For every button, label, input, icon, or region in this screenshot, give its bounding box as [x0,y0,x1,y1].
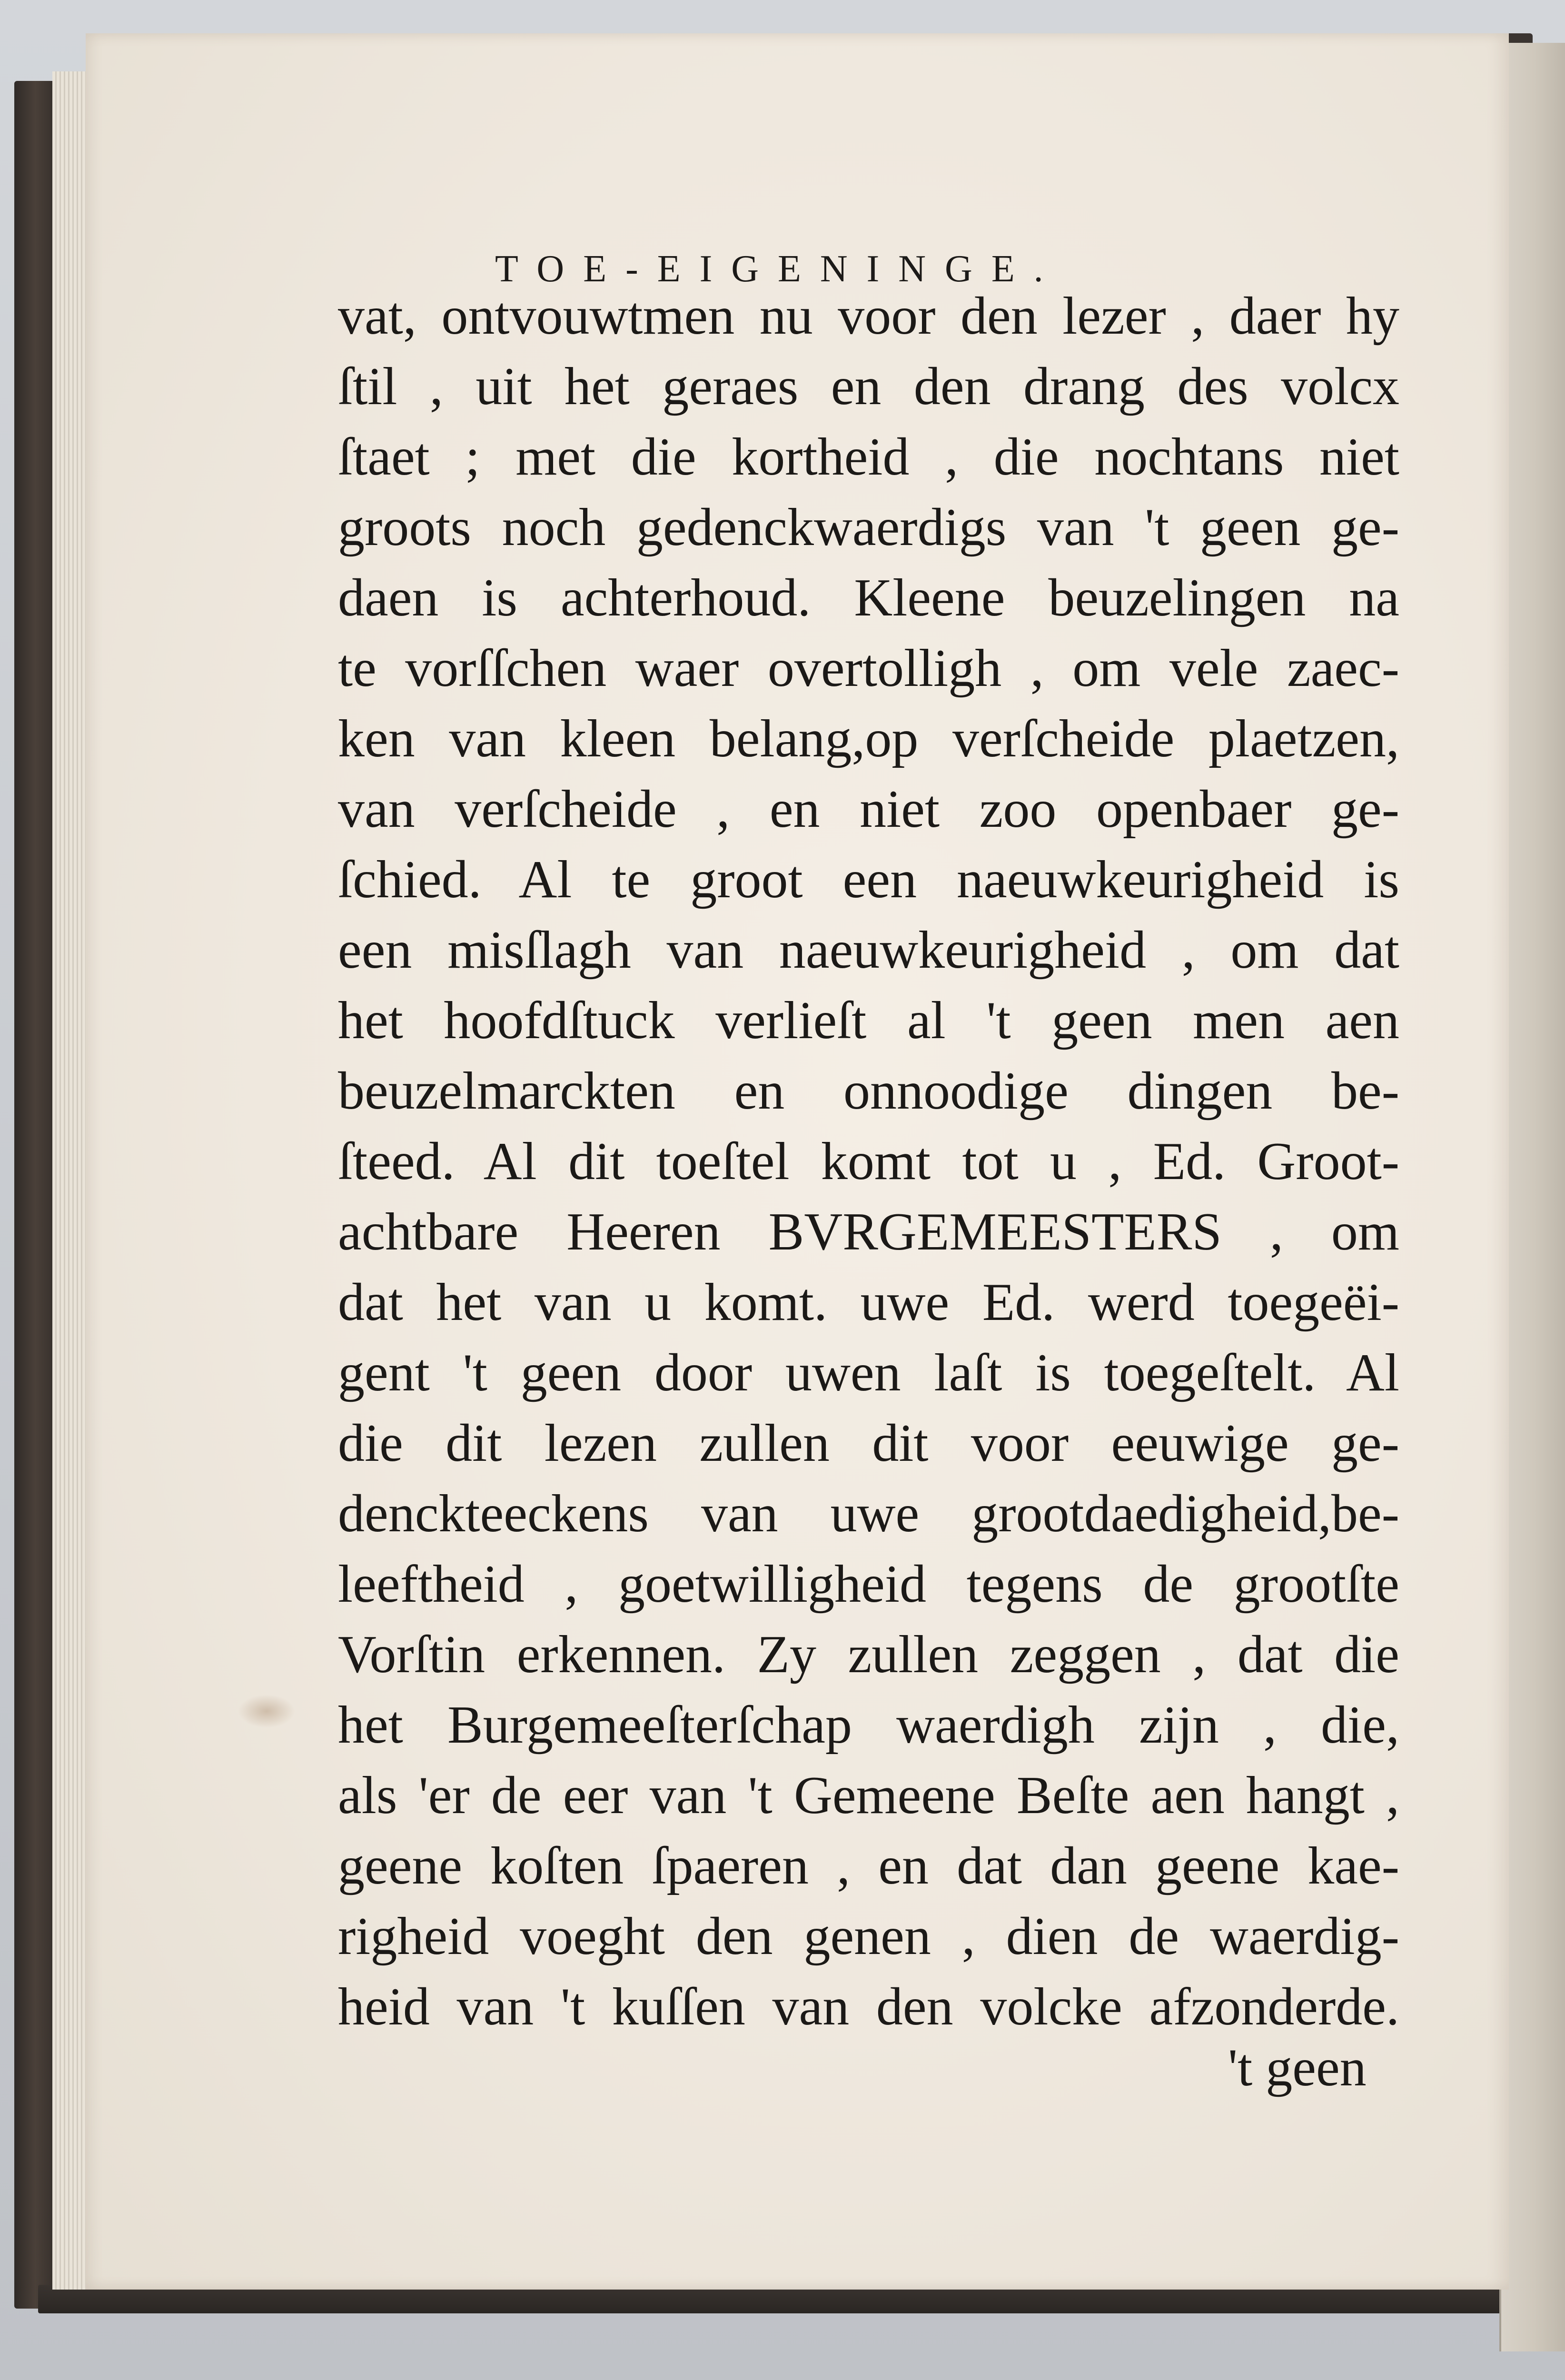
text-line: righeid voeght den genen , dien de waerdig- [338,1907,1399,1966]
text-line: te vorſſchen waer overtolligh , om vele zaec- [338,639,1399,698]
text-line: groots noch gedenckwaerdigs van 't geen ge- [338,498,1399,557]
text-line: ſtaet ; met die kortheid , die nochtans niet [338,427,1399,486]
text-line: beuzelmarckten en onnoodige dingen be- [338,1061,1399,1121]
text-line: ſteed. Al dit toeſtel komt tot u , Ed. Groot- [338,1132,1399,1191]
text-line: die dit lezen zullen dit voor eeuwige ge- [338,1414,1399,1473]
text-line: dat het van u komt. uwe Ed. werd toegeëi- [338,1273,1399,1332]
facing-page-edge [1499,43,1565,2351]
catchword: 't geen [1228,2038,1367,2097]
body-text [338,281,1399,2042]
text-line: het Burgemeeſterſchap waerdigh zijn , die, [338,1696,1399,1755]
text-line: achtbare Heeren BVRGEMEESTERS , om [338,1202,1399,1261]
text-line: heid van 't kuſſen van den volcke afzonderde. [338,1977,1399,2036]
text-line: vat, ontvouwtmen nu voor den lezer , daer hy [338,287,1399,346]
text-line: van verſcheide , en niet zoo openbaer ge- [338,780,1399,839]
text-line: het hoofdſtuck verlieſt al 't geen men aen [338,991,1399,1050]
text-line: ſtil , uit het geraes en den drang des volcx [338,357,1399,416]
text-line: ken van kleen belang,op verſcheide plaetzen, [338,709,1399,768]
text-line: ſchied. Al te groot een naeuwkeurigheid is [338,850,1399,909]
text-line: Vorſtin erkennen. Zy zullen zeggen , dat die [338,1625,1399,1684]
running-header: TOE-EIGENINGE. [495,248,1062,290]
text-line: denckteeckens van uwe grootdaedigheid,be- [338,1484,1399,1543]
text-line: als 'er de eer van 't Gemeene Beſte aen hangt , [338,1766,1399,1825]
text-line: leeftheid , goetwilligheid tegens de grootſte [338,1555,1399,1614]
text-line: gent 't geen door uwen laſt is toegeſtelt. Al [338,1343,1399,1402]
paper-stain [238,1695,295,1728]
text-line: daen is achterhoud. Kleene beuzelingen na [338,568,1399,627]
text-line: een misſlagh van naeuwkeurigheid , om dat [338,921,1399,980]
text-line: geene koſten ſpaeren , en dat dan geene kae- [338,1836,1399,1895]
